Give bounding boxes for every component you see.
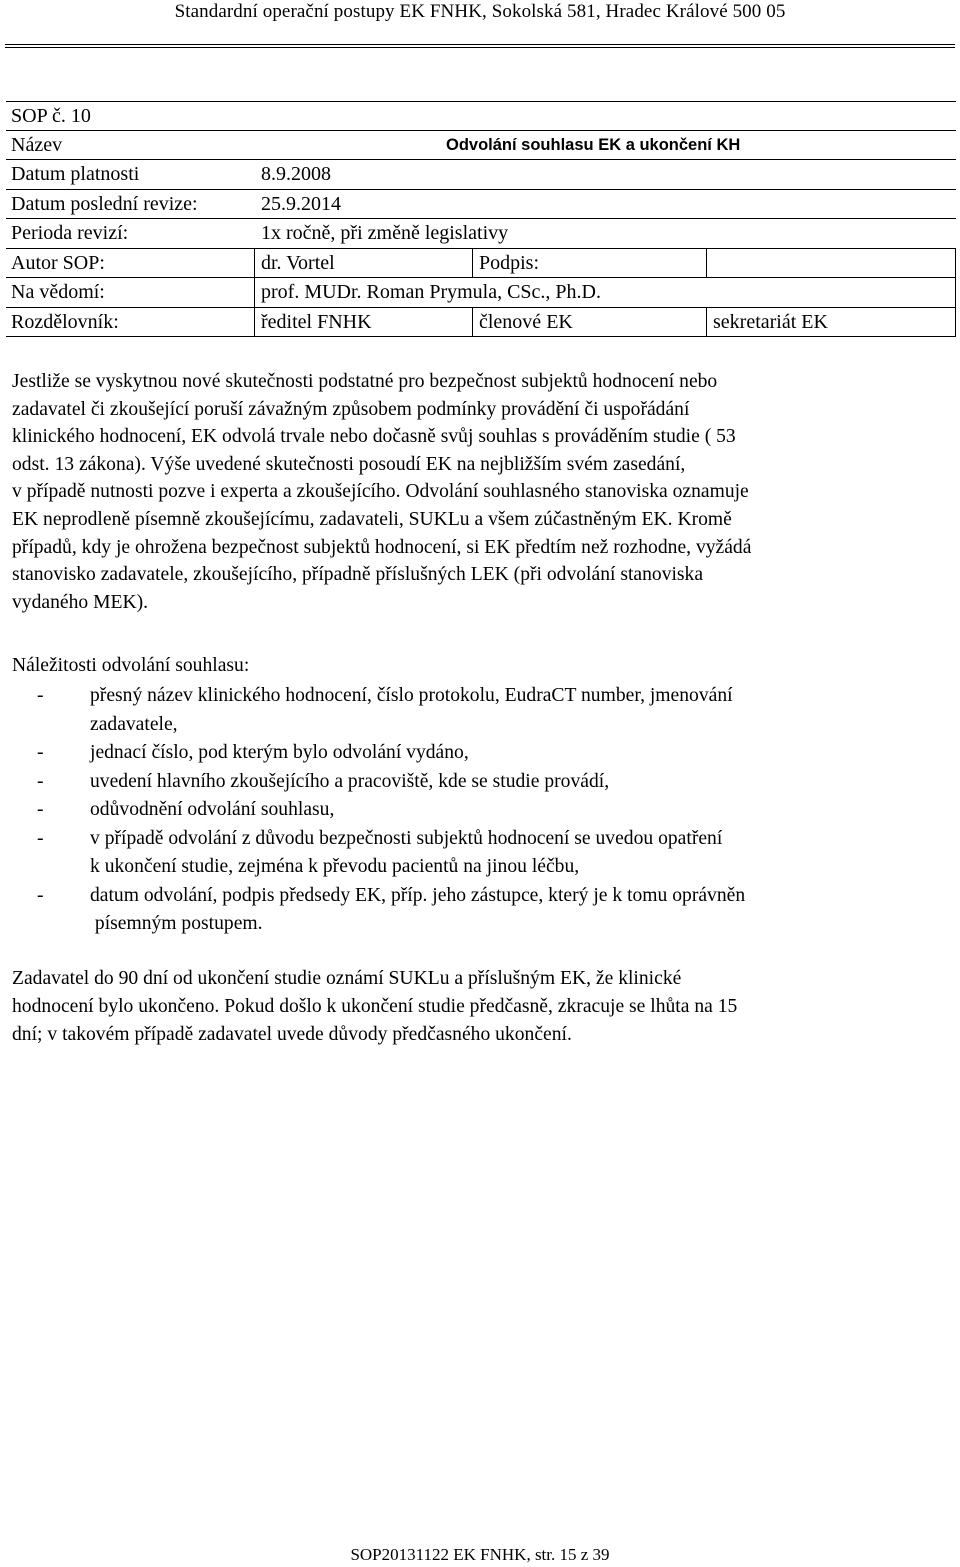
paragraph-new-facts (12, 368, 952, 616)
list-dash: - (37, 742, 44, 763)
validity-label: Datum platnosti (11, 163, 140, 185)
list-dash: - (37, 770, 44, 792)
aware-value: prof. MUDr. Roman Prymula, CSc., Ph.D. (261, 281, 601, 303)
list-item-line: uvedení hlavního zkoušejícího a pracoviště, kde se studie provádí, (90, 770, 610, 792)
aware-label: Na vědomí: (11, 281, 105, 303)
paragraph-line: vydaného MEK). (12, 591, 149, 613)
cell-divider (254, 278, 255, 307)
cell-divider (706, 308, 707, 337)
distribution-director: ředitel FNHK (261, 310, 372, 333)
distribution-label: Rozdělovník: (11, 310, 119, 333)
list-item (12, 682, 952, 739)
row-name (6, 131, 956, 161)
distribution-secretariat: sekretariát EK (713, 310, 828, 333)
row-revision (6, 190, 956, 220)
row-validity (6, 160, 956, 190)
revision-label: Datum poslední revize: (11, 192, 198, 215)
author-label: Autor SOP: (11, 251, 105, 274)
paragraph-line: odst. 13 zákona). Výše uvedené skutečnosti posoudí EK na nejbližším svém zasedání, (12, 453, 686, 475)
list-dash: - (37, 799, 44, 820)
list-item-line: písemným postupem. (90, 913, 263, 934)
list-dash: - (37, 827, 44, 849)
period-label: Perioda revizí: (11, 222, 129, 244)
sop-metadata-table (6, 101, 956, 337)
paragraph-line: v případě nutnosti pozve i experta a zkoušejícího. Odvolání souhlasného stanoviska oznamuje (12, 481, 749, 503)
paragraph-line: případů, kdy je ohrožena bezpečnost subjektů hodnocení, si EK předtím než rozhodne, vyžádá (12, 536, 752, 558)
paragraph-line: zadavatel či zkoušející poruší závažným způsobem podmínky provádění či uspořádání (12, 398, 690, 420)
list-item-line: datum odvolání, podpis předsedy EK, příp. jeho zástupce, který je k tomu oprávněn (90, 884, 746, 906)
row-author (6, 249, 956, 279)
list-item-line: jednací číslo, pod kterým bylo odvolání vydáno, (90, 742, 469, 763)
list-dash: - (37, 884, 44, 906)
list-item-line: přesný název klinického hodnocení, číslo protokolu, EudraCT number, jmenování (90, 685, 733, 706)
paragraph-line: klinického hodnocení, EK odvolá trvale nebo dočasně svůj souhlas s prováděním studie ( 53 (12, 426, 736, 448)
cell-divider (254, 249, 255, 278)
list-item-line: zadavatele, (90, 713, 178, 735)
paragraph-line: hodnocení bylo ukončeno. Pokud došlo k ukončení studie předčasně, zkracuje se lhůta na 15 (12, 996, 738, 1018)
validity-value: 8.9.2008 (261, 163, 331, 185)
cell-divider (955, 278, 956, 307)
sop-title: Odvolání souhlasu EK a ukončení KH (446, 135, 741, 154)
name-label: Název (11, 133, 63, 156)
list-item-line: odůvodnění odvolání souhlasu, (90, 799, 335, 820)
row-aware (6, 278, 956, 308)
revision-value: 25.9.2014 (261, 192, 341, 215)
page-header: Standardní operační postupy EK FNHK, Sokolská 581, Hradec Králové 500 05 (174, 1, 786, 22)
row-sop-number (6, 101, 956, 131)
paragraph-line: Zadavatel do 90 dní od ukončení studie oznámí SUKLu a příslušným EK, že klinické (12, 968, 682, 989)
list-item (12, 796, 952, 825)
list-item-line: v případě odvolání z důvodu bezpečnosti subjektů hodnocení se uvedou opatření (90, 827, 723, 849)
paragraph-line: EK neprodleně písemně zkoušejícímu, zadavateli, SUKLu a všem zúčastněným EK. Kromě (12, 508, 732, 530)
signature-label: Podpis: (479, 251, 540, 274)
header-rule-bottom (5, 47, 955, 48)
page-footer: SOP20131122 EK FNHK, str. 15 z 39 (350, 1545, 610, 1564)
row-period (6, 219, 956, 249)
cell-divider (955, 308, 956, 337)
list-item (12, 768, 952, 797)
cell-divider (472, 308, 473, 337)
cell-divider (706, 249, 707, 278)
list-item (12, 739, 952, 768)
list-item-line: k ukončení studie, zejména k převodu pacientů na jinou léčbu, (90, 856, 580, 877)
author-value: dr. Vortel (261, 251, 335, 274)
cell-divider (254, 308, 255, 337)
distribution-members: členové EK (479, 310, 573, 333)
list-dash: - (37, 685, 44, 706)
paragraph-line: stanovisko zadavatele, zkoušejícího, případně příslušných LEK (při odvolání stanoviska (12, 564, 704, 586)
cell-divider (472, 249, 473, 278)
requirements-list (12, 682, 952, 939)
paragraph-study-end (12, 965, 952, 1050)
sop-number: SOP č. 10 (11, 105, 91, 127)
paragraph-line: dní; v takovém případě zadavatel uvede důvody předčasného ukončení. (12, 1024, 572, 1046)
paragraph-line: Jestliže se vyskytnou nové skutečnosti podstatné pro bezpečnost subjektů hodnocení nebo (12, 371, 718, 392)
cell-divider (955, 249, 956, 278)
header-rule-top (5, 44, 955, 45)
list-item (12, 825, 952, 882)
requirements-heading: Náležitosti odvolání souhlasu: (12, 655, 250, 676)
period-value: 1x ročně, při změně legislativy (261, 222, 509, 244)
row-distribution (6, 308, 956, 338)
list-item (12, 882, 952, 939)
